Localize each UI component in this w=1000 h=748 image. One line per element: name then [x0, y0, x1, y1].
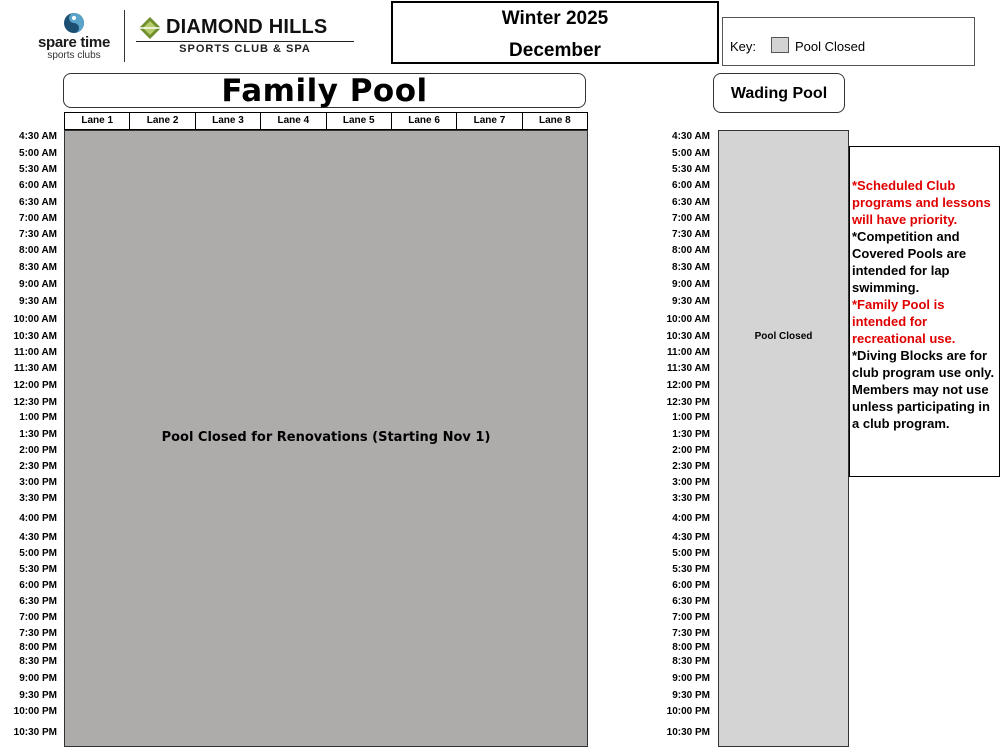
family-time-label: 1:30 PM [19, 429, 57, 440]
wading-time-label: 9:00 AM [672, 279, 710, 290]
diamond-hills-logo [136, 12, 356, 58]
wading-time-label: 3:30 PM [672, 493, 710, 504]
family-time-label: 12:00 PM [13, 380, 57, 391]
family-time-label: 7:30 PM [19, 628, 57, 639]
family-time-label: 7:00 PM [19, 612, 57, 623]
note-lap-swimming: *Competition and Covered Pools are intended for lap swimming. [852, 229, 967, 295]
note-diving-blocks: *Diving Blocks are for club program use only. Members may not use unless participating in a club program. [852, 348, 995, 431]
wading-time-label: 3:00 PM [672, 477, 710, 488]
lane-header-4: Lane 4 [261, 113, 326, 129]
family-time-label: 10:30 PM [13, 727, 57, 738]
family-time-label: 5:00 PM [19, 548, 57, 559]
family-time-label: 4:00 PM [19, 513, 57, 524]
wading-time-label: 1:00 PM [672, 412, 710, 423]
family-time-label: 7:00 AM [19, 213, 57, 224]
family-time-label: 6:00 AM [19, 180, 57, 191]
diamond-hills-subtitle: SPORTS CLUB & SPA [179, 43, 311, 55]
wading-time-label: 5:00 AM [672, 148, 710, 159]
lane-header-3: Lane 3 [196, 113, 261, 129]
wading-time-label: 5:30 PM [672, 564, 710, 575]
family-time-label: 9:30 PM [19, 690, 57, 701]
diamond-hills-name: DIAMOND HILLS [166, 16, 328, 38]
wading-time-label: 12:30 PM [666, 397, 710, 408]
wading-time-label: 5:00 PM [672, 548, 710, 559]
note-priority: *Scheduled Club programs and lessons will have priority. [852, 178, 991, 227]
lane-header-1: Lane 1 [65, 113, 130, 129]
rules-notes [849, 146, 1000, 477]
wading-pool-closed-block [718, 130, 849, 747]
lane-header [64, 112, 588, 130]
family-time-label: 3:00 PM [19, 477, 57, 488]
wading-time-label: 10:30 AM [666, 331, 710, 342]
family-time-label: 9:00 AM [19, 279, 57, 290]
diamond-hills-rule [136, 41, 354, 42]
legend-key [722, 17, 975, 66]
wading-time-label: 8:30 AM [672, 262, 710, 273]
wading-time-label: 11:30 AM [667, 363, 710, 374]
diamond-icon [138, 16, 162, 40]
lane-header-5: Lane 5 [327, 113, 392, 129]
family-time-label: 10:00 AM [13, 314, 57, 325]
wading-time-label: 12:00 PM [666, 380, 710, 391]
wading-time-label: 6:00 PM [672, 580, 710, 591]
wading-time-label: 8:30 PM [672, 656, 710, 667]
family-time-label: 11:00 AM [14, 347, 57, 358]
wading-time-label: 9:30 AM [672, 296, 710, 307]
wading-time-label: 2:00 PM [672, 445, 710, 456]
logo-divider [124, 10, 125, 62]
family-time-label: 11:30 AM [14, 363, 57, 374]
wading-time-label: 9:30 PM [672, 690, 710, 701]
key-item-label: Pool Closed [795, 39, 866, 54]
wading-time-label: 7:00 AM [672, 213, 710, 224]
wading-time-label: 9:00 PM [672, 673, 710, 684]
family-time-label: 8:30 AM [19, 262, 57, 273]
wading-time-label: 11:00 AM [667, 347, 710, 358]
lane-header-8: Lane 8 [538, 115, 571, 126]
family-time-label: 5:00 AM [19, 148, 57, 159]
wading-time-label: 1:30 PM [672, 429, 710, 440]
wading-time-label: 6:30 AM [672, 197, 710, 208]
family-pool-title: Family Pool [63, 73, 586, 108]
wading-time-label: 5:30 AM [672, 164, 710, 175]
wading-time-label: 7:30 AM [672, 229, 710, 240]
spare-time-swirl-icon [63, 12, 85, 34]
pool-closed-swatch [771, 37, 789, 53]
season-box [391, 1, 719, 64]
family-time-label: 6:30 PM [19, 596, 57, 607]
family-time-label: 6:30 AM [19, 197, 57, 208]
family-time-label: 4:30 PM [19, 532, 57, 543]
wading-time-label: 7:00 PM [672, 612, 710, 623]
family-time-label: 8:30 PM [19, 656, 57, 667]
season-term: Winter 2025 [501, 8, 609, 29]
wading-time-label: 10:00 AM [666, 314, 710, 325]
spare-time-name: spare time [37, 34, 111, 51]
wading-time-label: 7:30 PM [672, 628, 710, 639]
family-time-label: 7:30 AM [19, 229, 57, 240]
family-time-label: 4:30 AM [19, 131, 57, 142]
wading-time-label: 4:30 AM [672, 131, 710, 142]
wading-time-label: 8:00 PM [672, 642, 710, 653]
family-time-label: 9:30 AM [19, 296, 57, 307]
wading-time-label: 6:30 PM [672, 596, 710, 607]
lane-header-6: Lane 6 [392, 113, 457, 129]
wading-time-label: 4:00 PM [672, 513, 710, 524]
wading-pool-title: Wading Pool [713, 73, 845, 113]
family-time-label: 1:00 PM [19, 412, 57, 423]
family-time-label: 10:00 PM [13, 706, 57, 717]
spare-time-subtitle: sports clubs [47, 50, 101, 61]
family-pool-status: Pool Closed for Renovations (Starting Nov 1) [161, 430, 491, 445]
family-time-label: 8:00 PM [19, 642, 57, 653]
wading-time-label: 10:30 PM [666, 727, 710, 738]
family-time-label: 6:00 PM [19, 580, 57, 591]
wading-time-label: 10:00 PM [666, 706, 710, 717]
family-time-label: 2:00 PM [19, 445, 57, 456]
family-time-label: 3:30 PM [19, 493, 57, 504]
wading-pool-status: Pool Closed [754, 331, 813, 342]
family-time-label: 12:30 PM [13, 397, 57, 408]
family-pool-closed-block [64, 130, 588, 747]
family-time-label: 8:00 AM [19, 245, 57, 256]
family-time-label: 2:30 PM [19, 461, 57, 472]
wading-time-label: 8:00 AM [672, 245, 710, 256]
note-recreational: *Family Pool is intended for recreational use. [852, 297, 956, 346]
family-time-label: 9:00 PM [19, 673, 57, 684]
family-time-label: 5:30 AM [19, 164, 57, 175]
lane-header-2: Lane 2 [130, 113, 195, 129]
season-month: December [509, 40, 601, 61]
family-time-label: 10:30 AM [13, 331, 57, 342]
spare-time-logo [28, 10, 120, 60]
lane-header-7: Lane 7 [457, 113, 522, 129]
wading-time-label: 6:00 AM [672, 180, 710, 191]
wading-time-label: 2:30 PM [672, 461, 710, 472]
wading-time-label: 4:30 PM [672, 532, 710, 543]
key-label: Key: [730, 39, 757, 54]
family-time-label: 5:30 PM [19, 564, 57, 575]
